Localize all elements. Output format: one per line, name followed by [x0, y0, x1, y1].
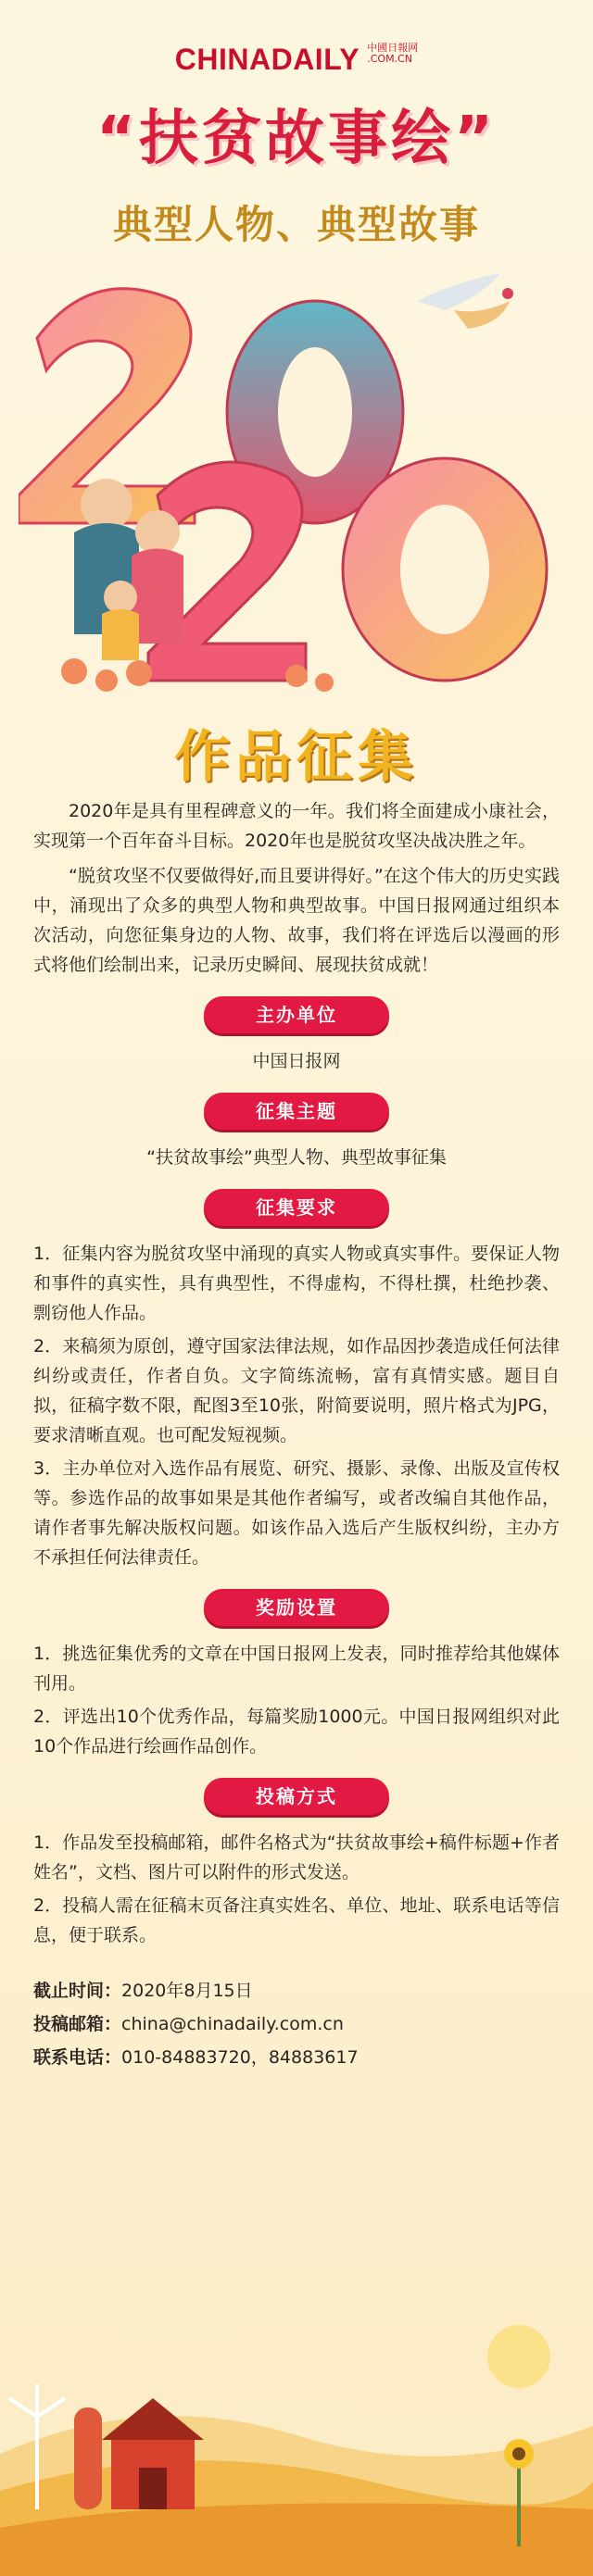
sun-icon: [487, 2325, 550, 2388]
deadline-line: [33, 1974, 560, 2007]
contact-info: [33, 1974, 560, 2074]
email-label: 投稿邮箱：: [33, 2014, 122, 2034]
brand-logo: [0, 43, 593, 77]
requirement-item: 3．主办单位对入选作品有展览、研究、摄影、录像、出版及宣传权等。参选作品的故事如果是其他作者编写，或者改编自其他作品，请作者事先解决版权问题。如该作品入选后产生版权纠纷，主办方不承担任何法律责任。: [33, 1458, 560, 1568]
section-header-submission: 投稿方式: [204, 1778, 389, 1815]
section-header-organizer: 主办单位: [204, 996, 389, 1033]
phone-label: 联系电话：: [33, 2047, 122, 2068]
hero-title: “扶贫故事绘”: [95, 105, 498, 173]
email-line: [33, 2007, 560, 2041]
phone-line: [33, 2041, 560, 2074]
reward-item: 1．挑选征集优秀的文章在中国日报网上发表，同时推荐给其他媒体刊用。: [33, 1644, 560, 1694]
digit-0-bottom: [343, 458, 547, 681]
theme-text: “扶贫故事绘”典型人物、典型故事征集: [146, 1147, 447, 1168]
content-body: [33, 796, 560, 2074]
requirement-item: 2．来稿须为原创，遵守国家法律法规，如作品因抄袭造成任何法律纠纷或责任，作者自负。文字简练流畅，富有真情实感。题目自拟，征稿字数不限，配图3至10张，附简要说明，照片格式为JPG，要求清晰直观。也可配发短视频。: [33, 1336, 560, 1445]
phone-value: 010-84883720，84883617: [121, 2047, 359, 2068]
logo-sub-cn: 中國日報网: [367, 42, 419, 54]
intro-paragraph-1: 2020年是具有里程碑意义的一年。我们将全面建成小康社会，实现第一个百年奋斗目标。2020年也是脱贫攻坚决战决胜之年。: [33, 801, 560, 851]
logo-sub-en: .COM.CN: [367, 53, 412, 66]
reward-item: 2．评选出10个优秀作品，每篇奖励1000元。中国日报网组织对此10个作品进行绘画作品创作。: [33, 1707, 560, 1757]
logo-text: CHINADAILY: [174, 43, 360, 76]
barn-icon: [74, 2398, 204, 2509]
logo-subtext: [367, 43, 418, 65]
collect-title: 作品征集: [174, 725, 419, 790]
year-illustration: [19, 264, 574, 699]
organizer-text: 中国日报网: [252, 1051, 341, 1071]
email-value[interactable]: china@chinadaily.com.cn: [121, 2014, 344, 2034]
section-header-requirements: 征集要求: [204, 1189, 389, 1226]
section-header-theme: 征集主题: [204, 1093, 389, 1130]
requirement-item: 1．征集内容为脱贫攻坚中涌现的真实人物或真实事件。要保证人物和事件的真实性，具有典型性，不得虚构，不得杜撰，杜绝抄袭、剽窃他人作品。: [33, 1244, 560, 1323]
bird-icon: [417, 273, 513, 329]
submission-item: 1．作品发至投稿邮箱，邮件名格式为“扶贫故事绘+稿件标题+作者姓名”，文档、图片可以附件的形式发送。: [33, 1832, 560, 1882]
deadline-label: 截止时间：: [33, 1981, 122, 2001]
section-header-rewards: 奖励设置: [204, 1589, 389, 1626]
intro-paragraph-2: “脱贫攻坚不仅要做得好,而且要讲得好。”在这个伟大的历史实践中，涌现出了众多的典型人物和典型故事。中国日报网通过组织本次活动，向您征集身边的人物、故事，我们将在评选后以漫画的形式将他们绘制出来，记录历史瞬间、展现扶贫成就！: [33, 866, 560, 975]
deadline-value: 2020年8月15日: [121, 1981, 253, 2001]
hero-subtitle: 典型人物、典型故事: [112, 202, 480, 247]
farm-landscape-illustration: [0, 2306, 593, 2576]
submission-item: 2．投稿人需在征稿末页备注真实姓名、单位、地址、联系电话等信息，便于联系。: [33, 1895, 560, 1945]
